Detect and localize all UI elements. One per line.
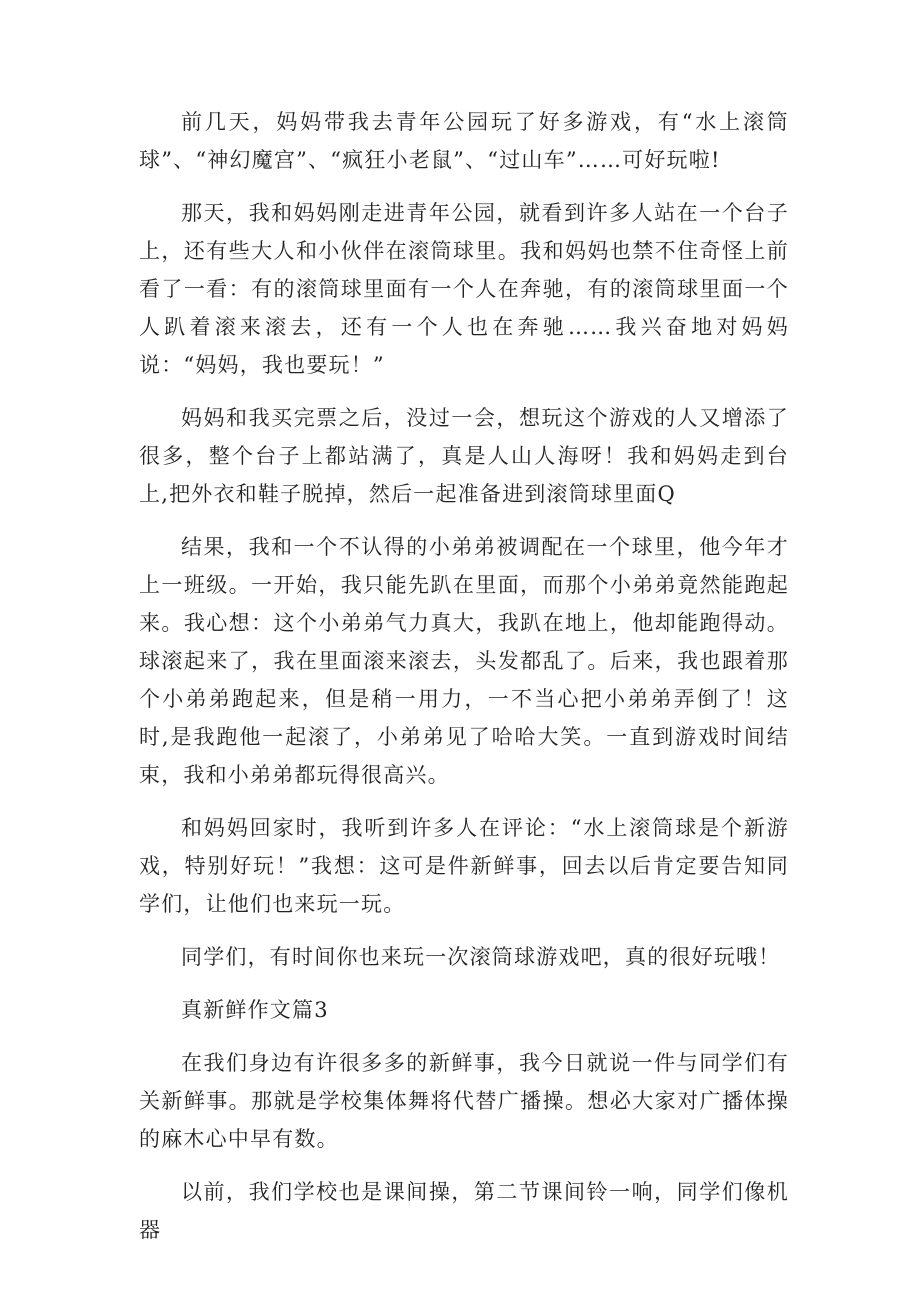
- paragraph-8: 以前，我们学校也是课间操，第二节课间铃一响，同学们像机器: [139, 1180, 789, 1242]
- section-title: 真新鲜作文篇3: [181, 998, 329, 1022]
- paragraph-4: 结果，我和一个不认得的小弟弟被调配在一个球里，他今年才上一班级。一开始，我只能先趴在里面，而那个小弟弟竟然能跑起来。我心想：这个小弟弟气力真大，我趴在地上，他却能跑得动。球滚起来了，我在里面滚来滚去，头发都乱了。后来，我也跟着那个小弟弟跑起来，但是稍一用力，一不当心把小弟弟弄倒了！这时,是我跑他一起滚了，小弟弟见了哈哈大笑。一直到游戏时间结束，我和小弟弟都玩得很高兴。: [139, 535, 789, 787]
- paragraph-1: 前几天，妈妈带我去青年公园玩了好多游戏，有“水上滚筒球”、“神幻魔宫”、“疯狂小老鼠”、“过山车”……可好玩啦!: [139, 110, 789, 172]
- document-body: [139, 103, 789, 1264]
- paragraph-3: 妈妈和我买完票之后，没过一会，想玩这个游戏的人又增添了很多，整个台子上都站满了，真是人山人海呀！我和妈妈走到台上,把外衣和鞋子脱掉，然后一起准备进到滚筒球里面Q: [139, 406, 789, 506]
- paragraph-2: 那天，我和妈妈刚走进青年公园，就看到许多人站在一个台子上，还有些大人和小伙伴在滚筒球里。我和妈妈也禁不住奇怪上前看了一看：有的滚筒球里面有一个人在奔驰，有的滚筒球里面一个人趴着滚来滚去，还有一个人也在奔驰……我兴奋地对妈妈说：“妈妈，我也要玩！”: [139, 201, 789, 377]
- paragraph-6: 同学们，有时间你也来玩一次滚筒球游戏吧，真的很好玩哦！: [181, 945, 781, 969]
- paragraph-7: 在我们身边有许很多多的新鲜事，我今日就说一件与同学们有关新鲜事。那就是学校集体舞将代替广播操。想必大家对广播体操的麻木心中早有数。: [139, 1051, 789, 1151]
- paragraph-5: 和妈妈回家时，我听到许多人在评论：“水上滚筒球是个新游戏，特别好玩！”我想：这可是件新鲜事，回去以后肯定要告知同学们，让他们也来玩一玩。: [139, 816, 789, 916]
